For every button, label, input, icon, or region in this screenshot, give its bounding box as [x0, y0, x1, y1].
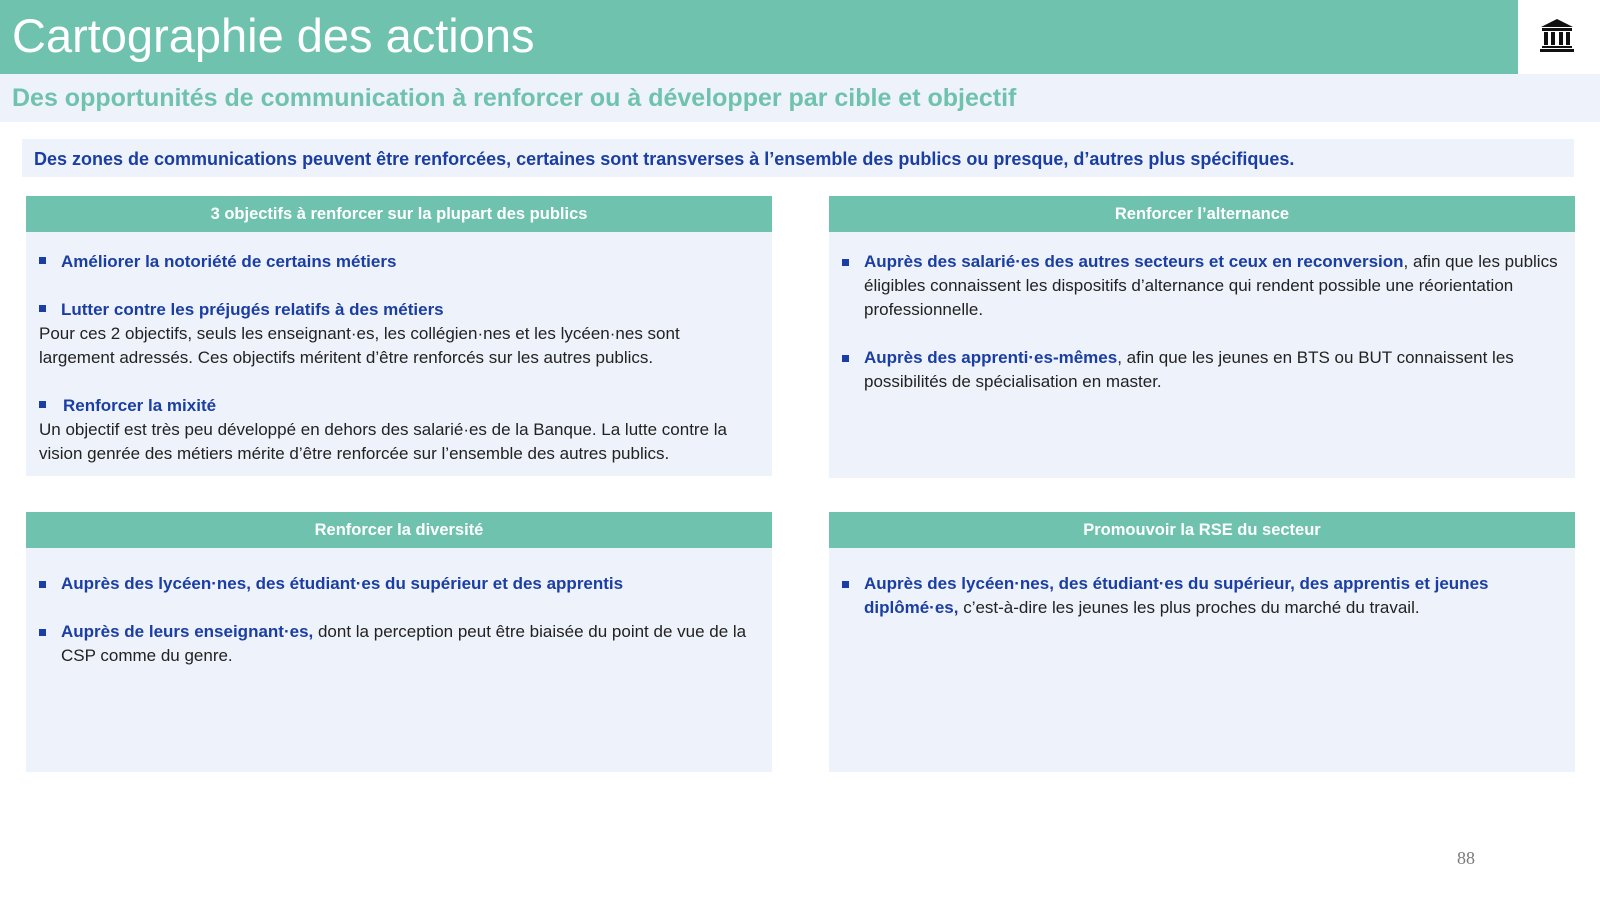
- title-bar: [0, 0, 1518, 74]
- panel-objectives-title: 3 objectifs à renforcer sur la plupart des publics: [26, 196, 772, 232]
- item-strong: Auprès des lycéen·nes, des étudiant·es du supérieur et des apprentis: [61, 574, 624, 593]
- list-item: [842, 250, 1559, 322]
- intro-text: Des zones de communications peuvent être renforcées, certaines sont transverses à l’ensemble des publics ou presque, d’autres plus spécifiques.: [34, 149, 1295, 169]
- list-item: [39, 298, 756, 370]
- list-item: [39, 250, 756, 274]
- panel-diversite-title: Renforcer la diversité: [26, 512, 772, 548]
- logo: [1518, 0, 1600, 74]
- subtitle-bar: [0, 74, 1600, 122]
- item-strong: Auprès des apprenti·es-mêmes: [864, 348, 1118, 367]
- list-item: [39, 572, 756, 596]
- item-text: , afin que les publics éligibles connaissent les dispositifs d’alternance qui rendent possible une réorientation professionnelle.: [864, 252, 1558, 319]
- item-text: dont la perception peut être biaisée du point de vue de la CSP comme du genre.: [61, 622, 747, 665]
- bullet-icon: [842, 581, 849, 588]
- bullet-icon: [39, 629, 46, 636]
- item-text: , afin que les jeunes en BTS ou BUT connaissent les possibilités de spécialisation en master.: [864, 348, 1514, 391]
- item-strong: Renforcer la mixité: [63, 396, 217, 415]
- panel-rse: [829, 512, 1575, 772]
- page-title: Cartographie des actions: [12, 9, 535, 62]
- bullet-icon: [842, 355, 849, 362]
- list-item: [39, 394, 756, 466]
- panel-rse-title: Promouvoir la RSE du secteur: [829, 512, 1575, 548]
- item-strong: Auprès des salarié·es des autres secteurs et ceux en reconversion: [864, 252, 1404, 271]
- bullet-icon: [39, 257, 46, 264]
- item-text: Pour ces 2 objectifs, seuls les enseignant·es, les collégien·nes et les lycéen·nes sont largement adressés. Ces objectifs méritent d’être renforcés sur les autres publics.: [39, 324, 680, 367]
- bullet-icon: [842, 259, 849, 266]
- bullet-icon: [39, 581, 46, 588]
- bullet-icon: [39, 401, 46, 408]
- item-text: c’est-à-dire les jeunes les plus proches du marché du travail.: [958, 598, 1420, 617]
- panel-objectives: [26, 196, 772, 476]
- intro-box: [22, 139, 1574, 177]
- item-text: Un objectif est très peu développé en dehors des salarié·es de la Banque. La lutte contre la vision genrée des métiers mérite d’être renforcée sur l’ensemble des autres publics.: [39, 420, 727, 463]
- item-strong: Auprès des lycéen·nes, des étudiant·es du supérieur, des apprentis et jeunes diplômé·es,: [864, 574, 1489, 617]
- list-item: [842, 572, 1559, 620]
- page-subtitle: Des opportunités de communication à renforcer ou à développer par cible et objectif: [12, 84, 1017, 112]
- panel-alternance: [829, 196, 1575, 478]
- institution-icon: [1540, 18, 1574, 52]
- item-strong: Auprès de leurs enseignant·es,: [61, 622, 314, 641]
- list-item: [39, 620, 756, 668]
- item-strong: Lutter contre les préjugés relatifs à des métiers: [61, 300, 444, 319]
- panel-diversite: [26, 512, 772, 772]
- list-item: [842, 346, 1559, 394]
- bullet-icon: [39, 305, 46, 312]
- panel-alternance-title: Renforcer l’alternance: [829, 196, 1575, 232]
- item-strong: Améliorer la notoriété de certains métiers: [61, 252, 397, 271]
- page-number: 88: [1457, 848, 1475, 868]
